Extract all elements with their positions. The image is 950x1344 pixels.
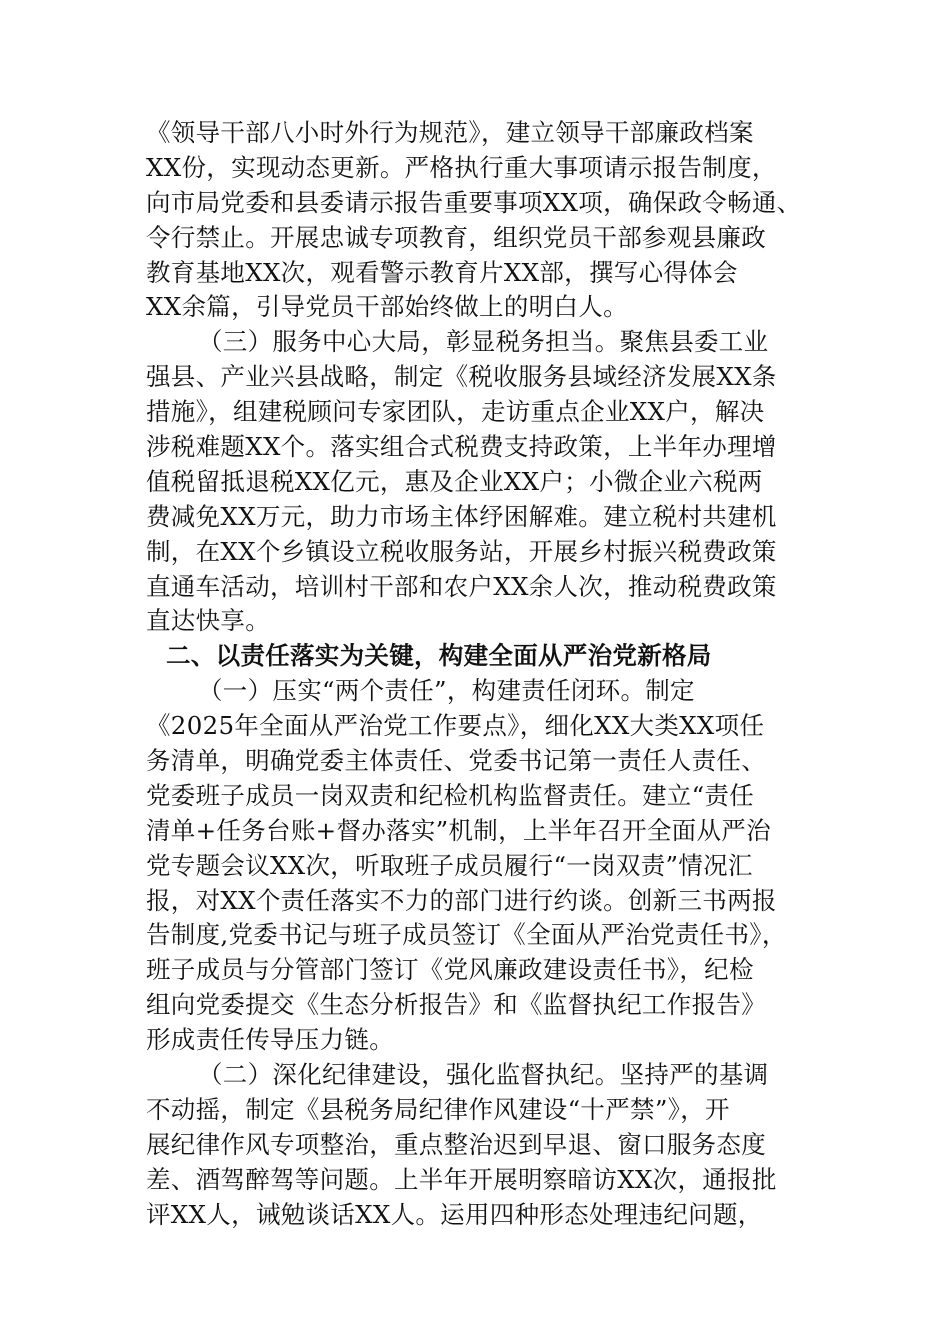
text-line: 党专题会议XX次，听取班子成员履行“一岗双责”情况汇 <box>146 850 753 880</box>
text-line: 《2025年全面从严治党工作要点》，细化XX大类XX项任 <box>146 711 765 741</box>
text-line: 涉税难题XX个。落实组合式税费支持政策，上半年办理增 <box>146 432 777 462</box>
text-line: 党委班子成员一岗双责和纪检机构监督责任。建立“责任 <box>146 780 755 810</box>
text-line: 不动摇，制定《县税务局纪律作风建设“十严禁”》，开 <box>146 1094 730 1124</box>
text-line: 告制度,党委书记与班子成员签订《全面从严治党责任书》， <box>146 920 787 950</box>
paragraph-lead-line: （三）服务中心大局，彰显税务担当。聚焦县委工业 <box>198 327 769 357</box>
text-line: XX余篇，引导党员干部始终做上的明白人。 <box>146 292 628 322</box>
text-line: 清单+任务台账+督办落实”机制，上半年召开全面从严治 <box>146 815 771 845</box>
text-line: 强县、产业兴县战略，制定《税收服务县域经济发展XX条 <box>146 362 777 392</box>
body-text <box>146 116 806 1233</box>
text-line: 务清单，明确党委主体责任、党委书记第一责任人责任、 <box>146 746 766 776</box>
text-line: 《领导干部八小时外行为规范》，建立领导干部廉政档案 <box>146 118 754 147</box>
text-line: 展纪律作风专项整治，重点整治迟到早退、窗口服务态度 <box>146 1129 766 1159</box>
text-line: 费减免XX万元，助力市场主体纾困解难。建立税村共建机 <box>146 501 777 531</box>
text-line: 报，对XX个责任落实不力的部门进行约谈。创新三书两报 <box>146 885 777 915</box>
text-line: 教育基地XX次，观看警示教育片XX部，撰写心得体会 <box>146 257 738 287</box>
text-line: 向市局党委和县委请示报告重要事项XX项，确保政令畅通、 <box>146 187 802 217</box>
text-line: XX份，实现动态更新。严格执行重大事项请示报告制度， <box>146 152 777 182</box>
text-line: 评XX人，诫勉谈话XX人。运用四种形态处理违纪问题， <box>146 1199 763 1229</box>
text-line: 直达快享。 <box>146 606 270 636</box>
text-line: 班子成员与分管部门签订《党风廉政建设责任书》，纪检 <box>146 955 754 985</box>
paragraph-lead-line: （二）深化纪律建设，强化监督执纪。坚持严的基调 <box>198 1060 769 1090</box>
text-line: 差、酒驾醉驾等问题。上半年开展明察暗访XX次，通报批 <box>146 1164 777 1194</box>
text-line: 形成责任传导压力链。 <box>146 1025 394 1055</box>
text-line: 令行禁止。开展忠诚专项教育，组织党员干部参观县廉政 <box>146 222 766 252</box>
text-line: 值税留抵退税XX亿元，惠及企业XX户；小微企业六税两 <box>146 466 763 496</box>
section-heading: 二、以责任落实为关键，构建全面从严治党新格局 <box>166 641 712 671</box>
text-line: 措施》，组建税顾问专家团队，走访重点企业XX户，解决 <box>146 397 765 427</box>
text-line: 制，在XX个乡镇设立税收服务站，开展乡村振兴税费政策 <box>146 536 777 566</box>
text-line: 组向党委提交《生态分析报告》和《监督执纪工作报告》 <box>146 990 766 1020</box>
text-line: 直通车活动，培训村干部和农户XX余人次，推动税费政策 <box>146 571 777 601</box>
paragraph-lead-line: （一）压实“两个责任”，构建责任闭环。制定 <box>198 676 695 706</box>
